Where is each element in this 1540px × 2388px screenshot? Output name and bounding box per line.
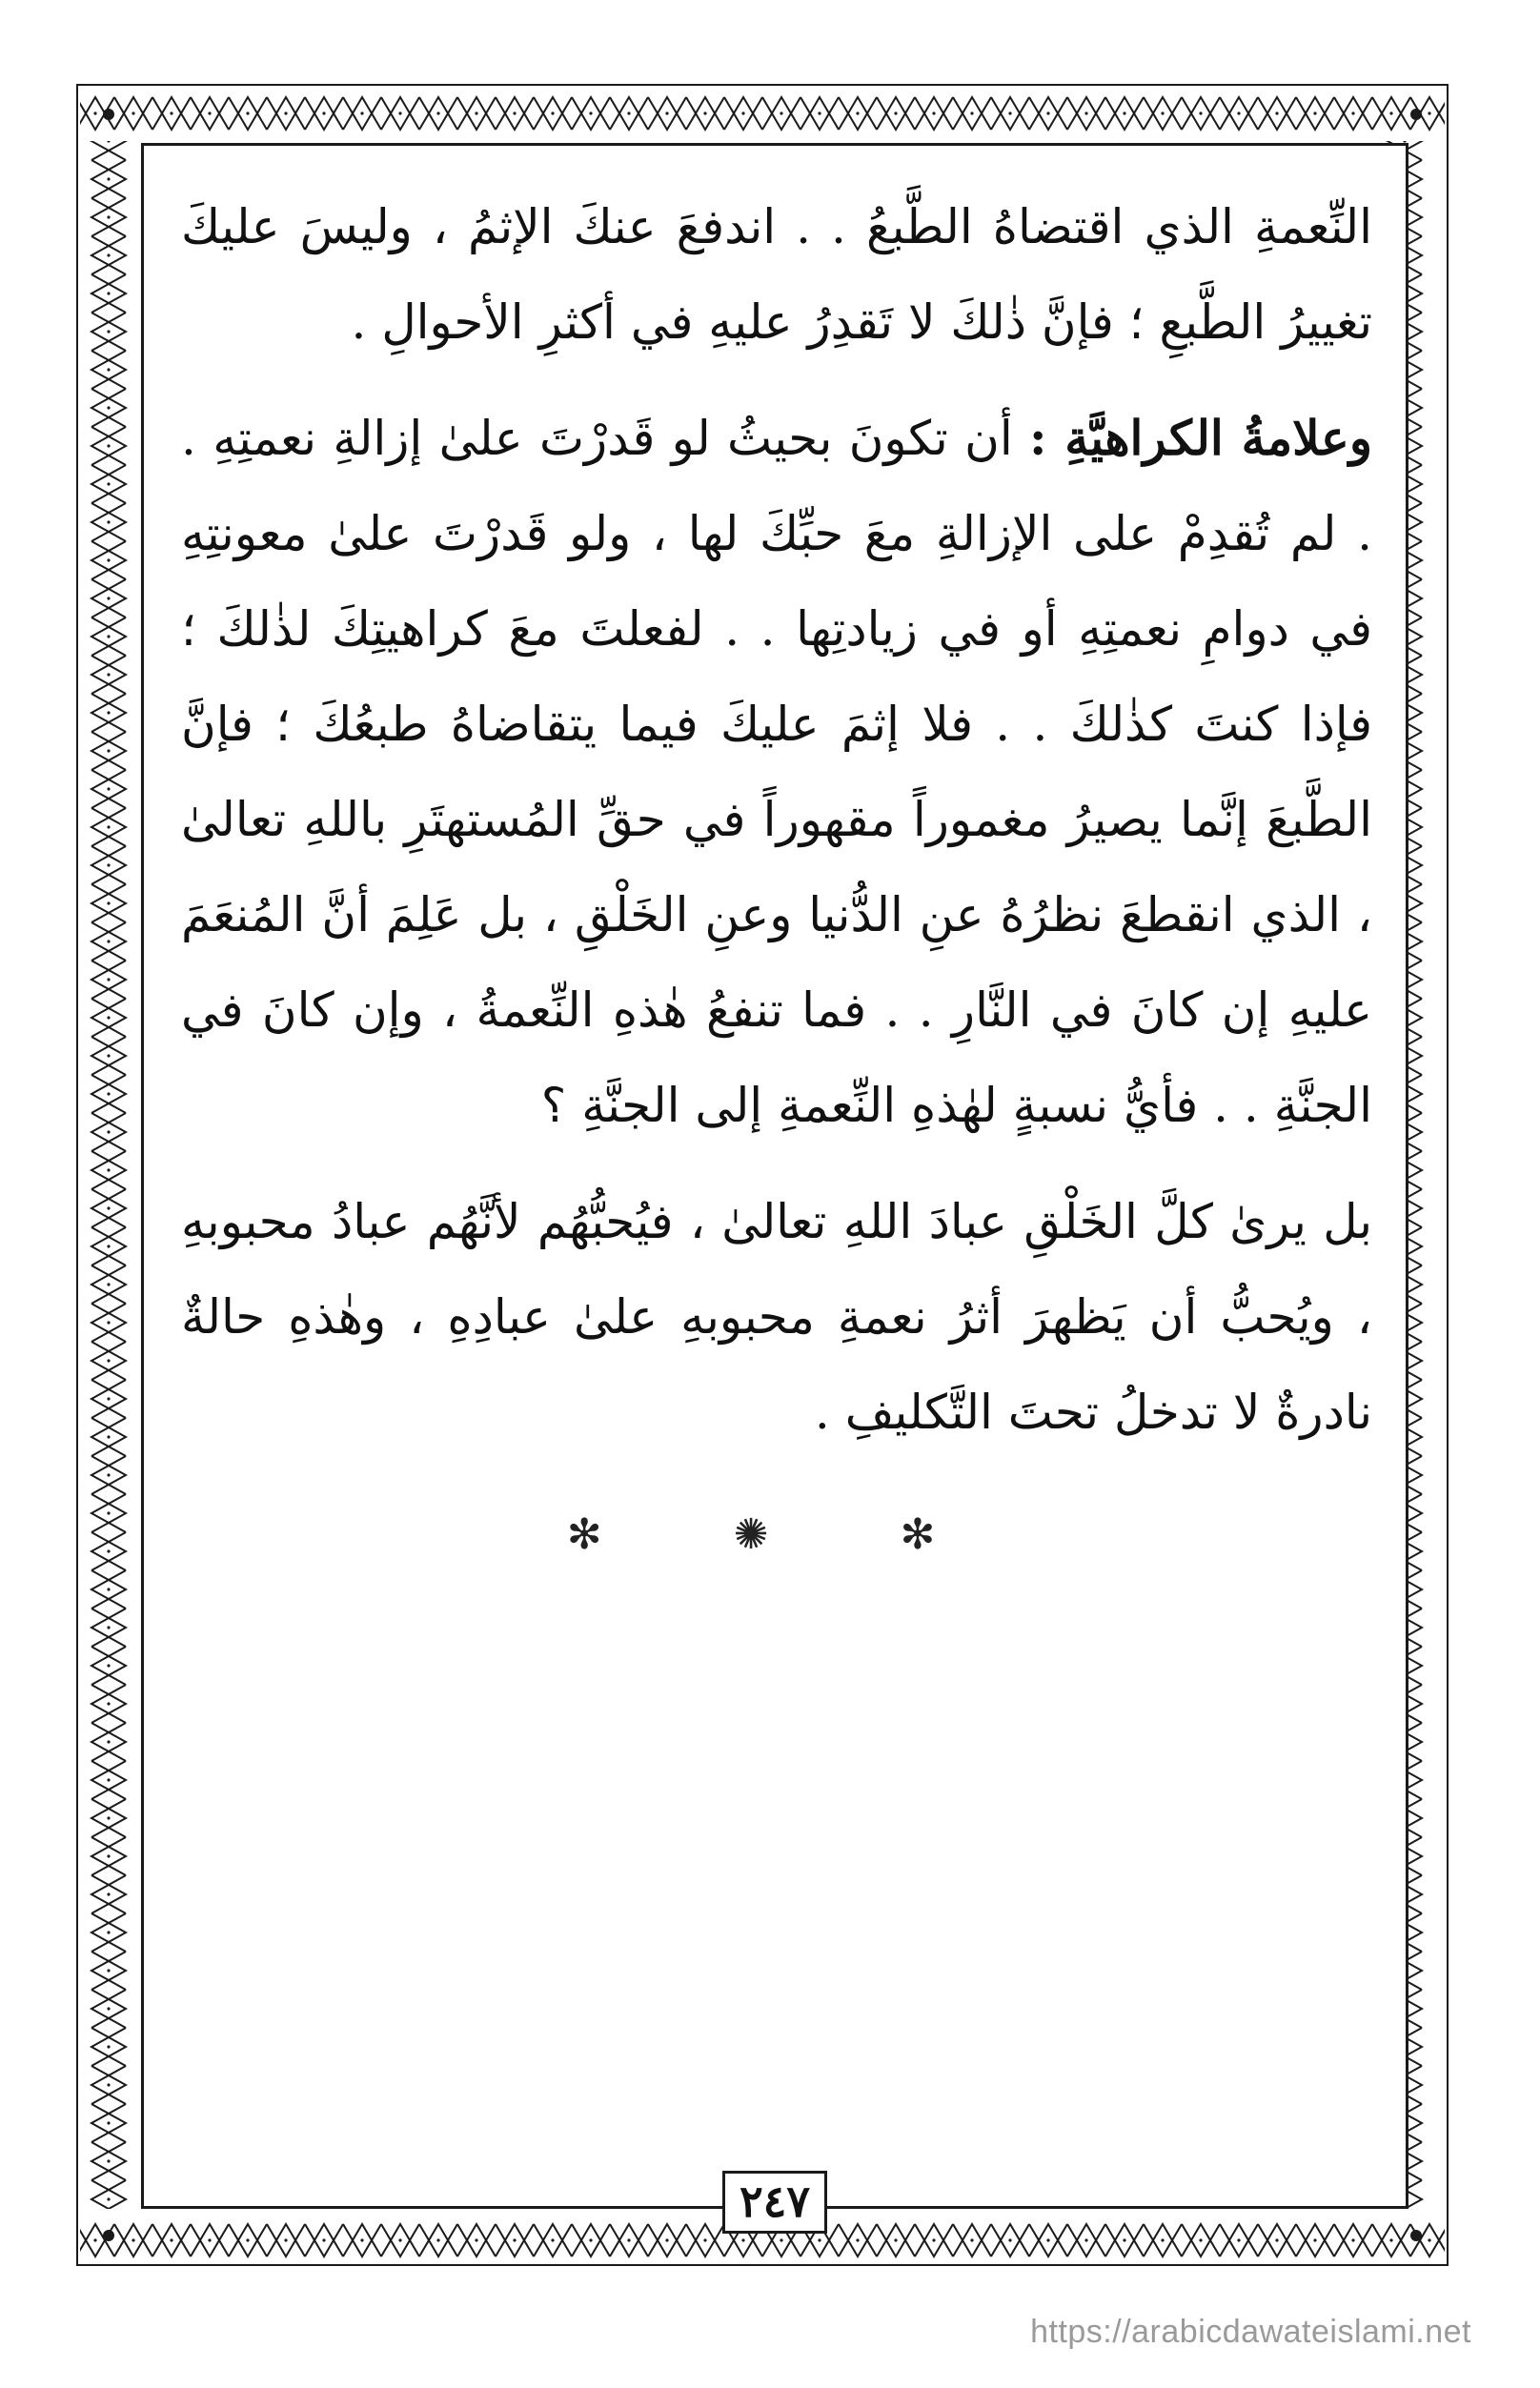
- paragraph-text: بل يرىٰ كلَّ الخَلْقِ عبادَ اللهِ تعالىٰ ، فيُحبُّهُم لأنَّهُم عبادُ محبوبهِ ، ويُحبُّ أن يَظهرَ أثرُ نعمةِ محبوبهِ علىٰ عبادِهِ ، وهٰذهِ حالةٌ نادرةٌ لا تدخلُ تحتَ التَّكليفِ .: [181, 1194, 1372, 1440]
- paragraph-text: أن تكونَ بحيثُ لو قَدرْتَ علىٰ إزالةِ نعمتِهِ . . لم تُقدِمْ على الإزالةِ معَ حبِّكَ لها ، ولو قَدرْتَ علىٰ معونتِهِ في دوامِ نعمتِهِ أو في زيادتِها . . لفعلتَ معَ كراهيتِكَ لذٰلكَ ؛ فإذا كنتَ كذٰلكَ . . فلا إثمَ عليكَ فيما يتقاضاهُ طبعُكَ ؛ فإنَّ الطَّبعَ إنَّما يصيرُ مغموراً مقهوراً في حقِّ المُستهتَرِ باللهِ تعالىٰ ، الذي انقطعَ نظرُهُ عنِ الدُّنيا وعنِ الخَلْقِ ، بل عَلِمَ أنَّ المُنعَمَ عليهِ إن كانَ في النَّارِ . . فما تنفعُ هٰذهِ النِّعمةُ ، وإن كانَ في الجنَّةِ . . فأيُّ نسبةٍ لهٰذهِ النِّعمةِ إلى الجنَّةِ ؟: [181, 411, 1372, 1133]
- star-ornament-icon: ✺: [733, 1510, 807, 1559]
- paragraph: [181, 391, 1372, 1153]
- star-ornament-icon: ✻: [900, 1510, 974, 1559]
- section-end-ornaments: [0, 1510, 1540, 1559]
- paragraph-term: وعلامةُ الكراهيَّةِ :: [1029, 410, 1372, 466]
- page-body: [181, 179, 1372, 1481]
- paragraph-text: النِّعمةِ الذي اقتضاهُ الطَّبعُ . . اندفعَ عنكَ الإثمُ ، وليسَ عليكَ تغييرُ الطَّبعِ ؛ فإنَّ ذٰلكَ لا تَقدِرُ عليهِ في أكثرِ الأحوالِ .: [181, 199, 1372, 350]
- paragraph: [181, 179, 1372, 370]
- star-ornament-icon: ✻: [566, 1510, 640, 1559]
- watermark-url: https://arabicdawateislami.net: [1030, 2314, 1471, 2350]
- paragraph: [181, 1174, 1372, 1460]
- page-number: ٢٤٧: [722, 2171, 827, 2234]
